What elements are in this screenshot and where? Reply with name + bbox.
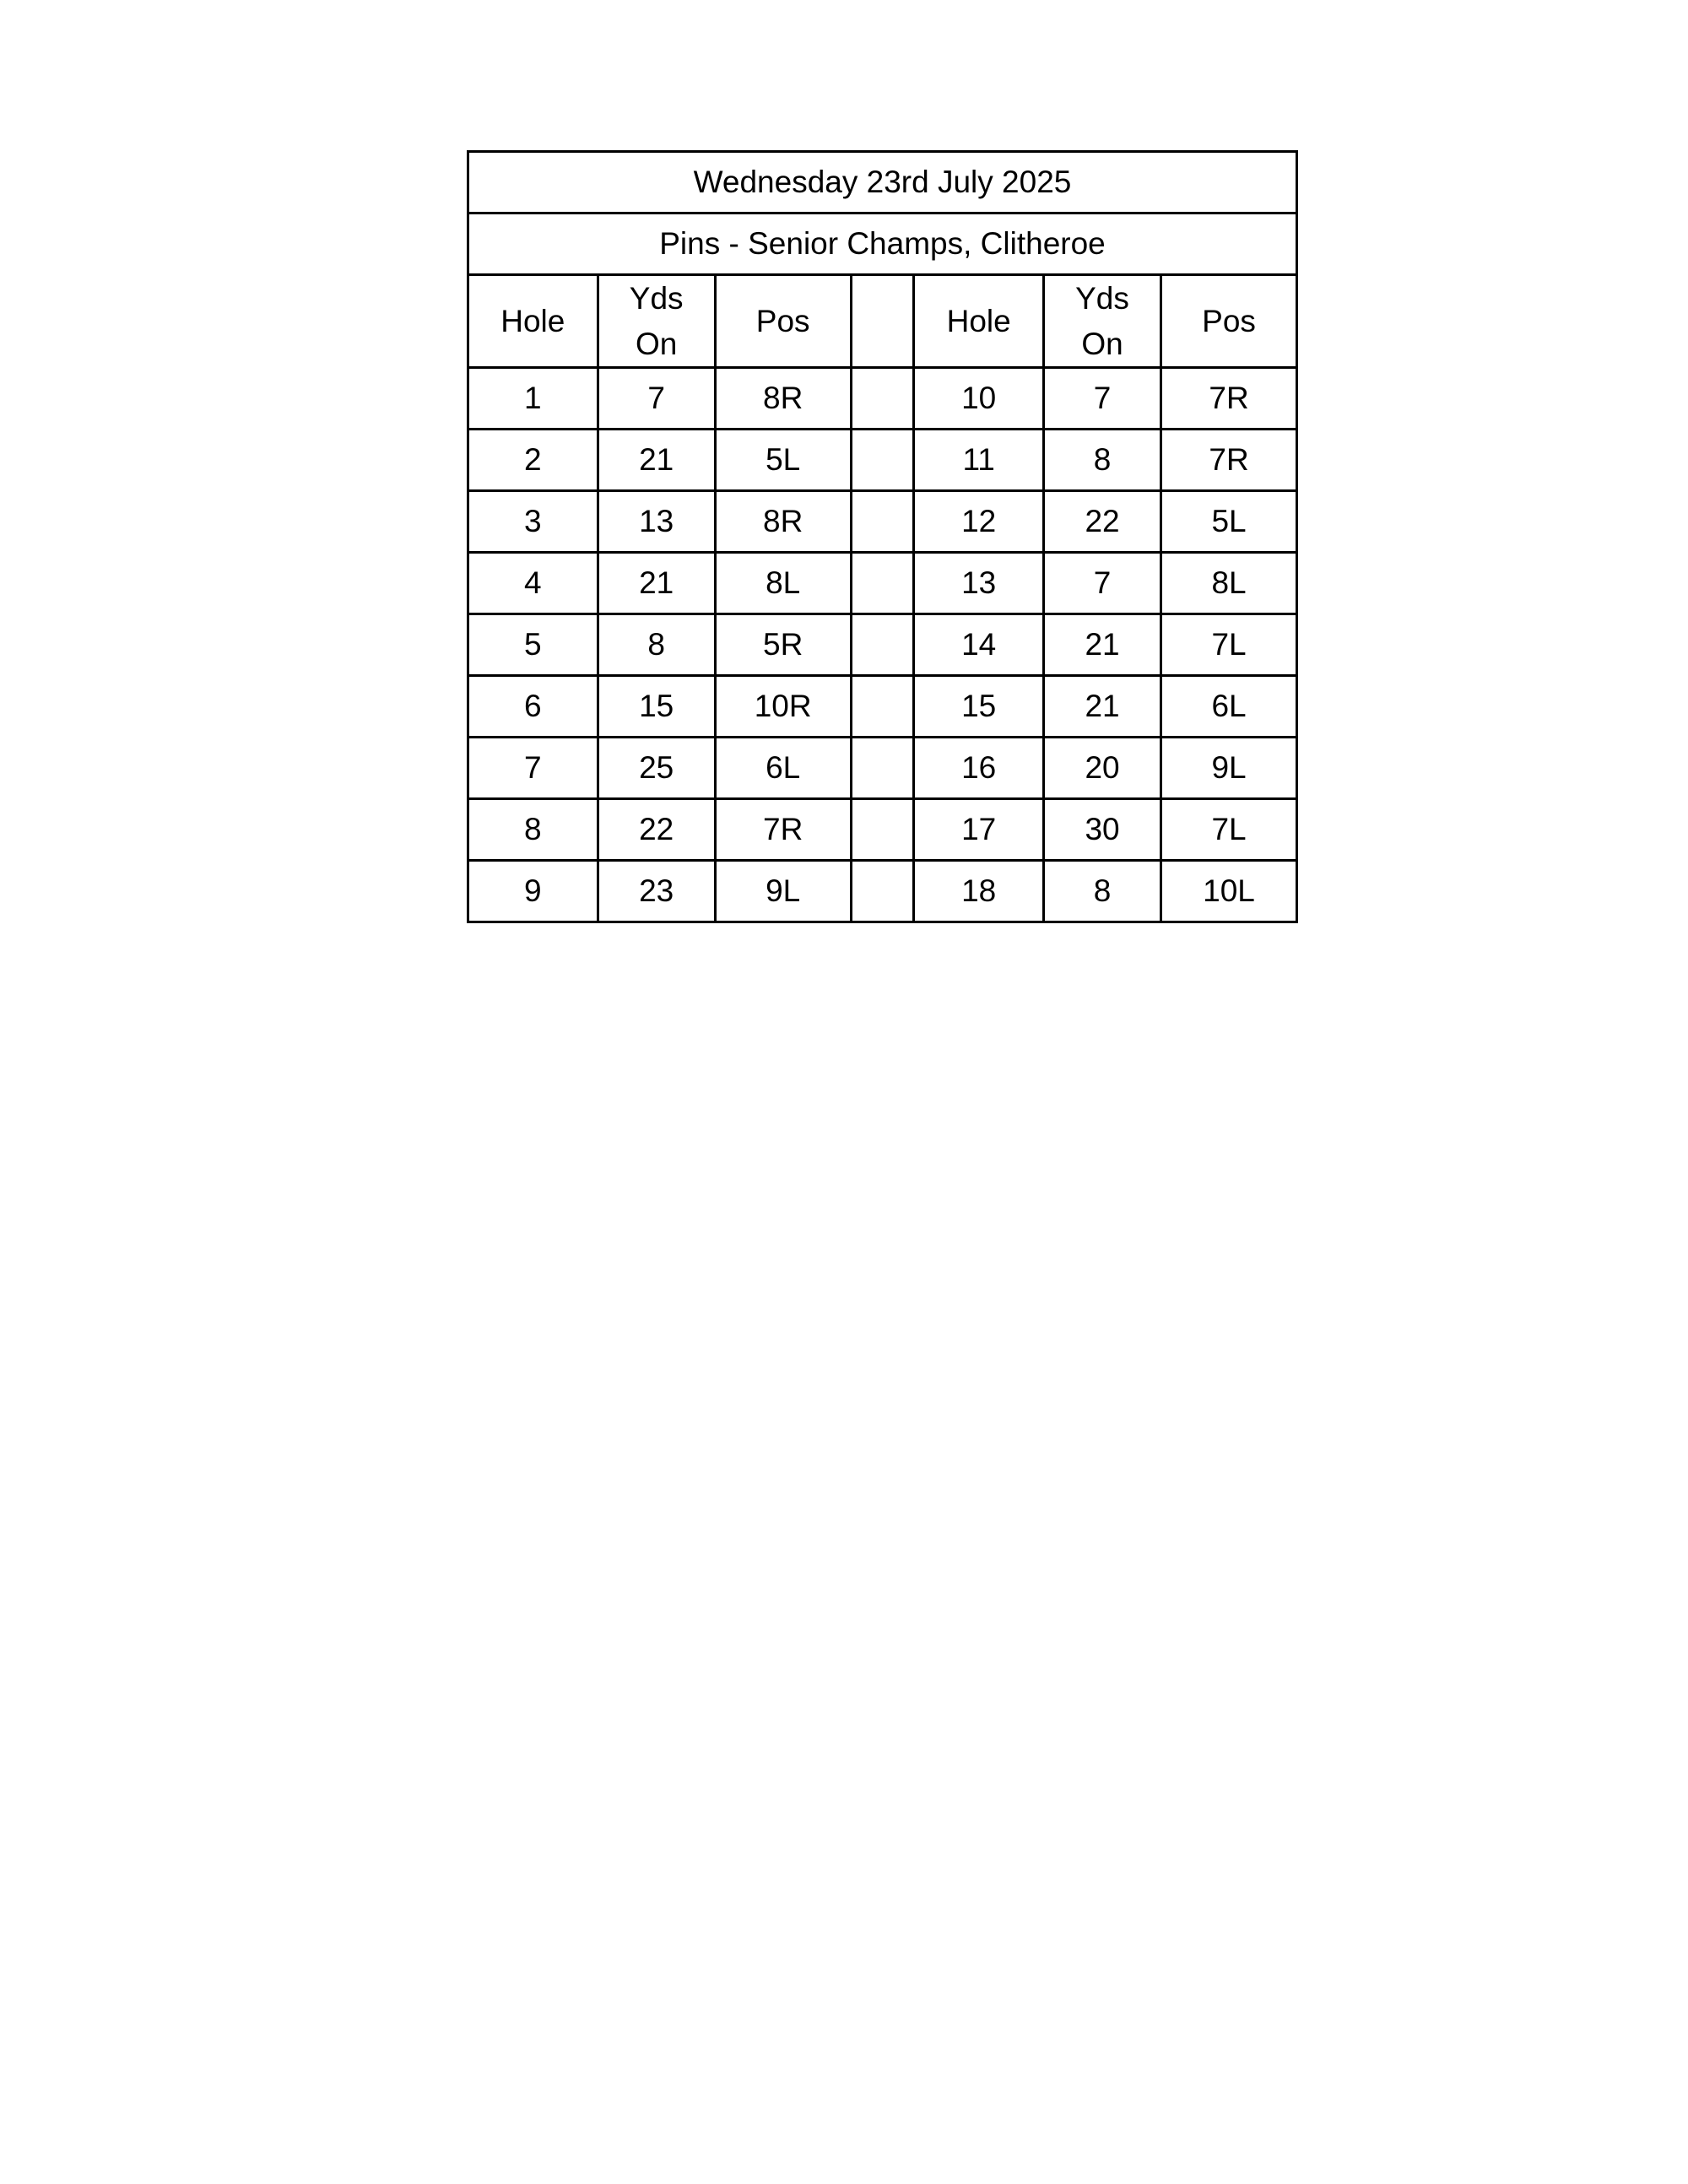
header-pos-back: Pos: [1161, 275, 1297, 368]
column-spacer: [851, 676, 914, 738]
table-row: [468, 614, 1297, 676]
header-yds-on-front: [598, 275, 715, 368]
column-spacer: [851, 491, 914, 553]
cell-pos: 6L: [715, 738, 851, 799]
cell-hole: 18: [914, 861, 1044, 922]
table-row: [468, 553, 1297, 614]
cell-yds-on: 20: [1043, 738, 1160, 799]
column-spacer: [851, 430, 914, 491]
header-yds-line2: On: [1081, 326, 1123, 361]
cell-pos: 9L: [715, 861, 851, 922]
cell-pos: 7R: [1161, 430, 1297, 491]
column-spacer: [851, 553, 914, 614]
cell-hole: 6: [468, 676, 598, 738]
cell-pos: 6L: [1161, 676, 1297, 738]
cell-pos: 8L: [1161, 553, 1297, 614]
cell-yds-on: 7: [598, 368, 715, 430]
cell-pos: 5L: [1161, 491, 1297, 553]
cell-yds-on: 8: [1043, 430, 1160, 491]
cell-yds-on: 22: [1043, 491, 1160, 553]
column-spacer: [851, 799, 914, 861]
cell-yds-on: 7: [1043, 368, 1160, 430]
cell-hole: 16: [914, 738, 1044, 799]
document-subtitle: Pins - Senior Champs, Clitheroe: [468, 214, 1297, 275]
cell-pos: 8R: [715, 491, 851, 553]
cell-yds-on: 13: [598, 491, 715, 553]
cell-pos: 8L: [715, 553, 851, 614]
cell-pos: 7R: [715, 799, 851, 861]
cell-yds-on: 25: [598, 738, 715, 799]
document-title: Wednesday 23rd July 2025: [468, 152, 1297, 214]
header-yds-line1: Yds: [629, 281, 684, 316]
table-row: [468, 491, 1297, 553]
table-row: [468, 861, 1297, 922]
cell-hole: 17: [914, 799, 1044, 861]
table-row: [468, 368, 1297, 430]
header-yds-line1: Yds: [1075, 281, 1129, 316]
cell-yds-on: 7: [1043, 553, 1160, 614]
cell-hole: 1: [468, 368, 598, 430]
column-spacer: [851, 738, 914, 799]
cell-pos: 10L: [1161, 861, 1297, 922]
cell-yds-on: 21: [598, 430, 715, 491]
header-yds-on-back: [1043, 275, 1160, 368]
cell-hole: 2: [468, 430, 598, 491]
cell-pos: 8R: [715, 368, 851, 430]
cell-pos: 7R: [1161, 368, 1297, 430]
table-row: [468, 676, 1297, 738]
cell-hole: 14: [914, 614, 1044, 676]
cell-pos: 9L: [1161, 738, 1297, 799]
pin-sheet-body: [468, 152, 1297, 922]
cell-yds-on: 8: [598, 614, 715, 676]
cell-hole: 11: [914, 430, 1044, 491]
cell-pos: 5R: [715, 614, 851, 676]
header-pos-front: Pos: [715, 275, 851, 368]
cell-hole: 15: [914, 676, 1044, 738]
header-hole-back: Hole: [914, 275, 1044, 368]
cell-hole: 8: [468, 799, 598, 861]
column-spacer: [851, 614, 914, 676]
cell-hole: 7: [468, 738, 598, 799]
cell-hole: 3: [468, 491, 598, 553]
pin-sheet-table: [467, 150, 1298, 923]
cell-yds-on: 21: [598, 553, 715, 614]
cell-hole: 10: [914, 368, 1044, 430]
column-spacer: [851, 275, 914, 368]
table-row: [468, 430, 1297, 491]
cell-yds-on: 21: [1043, 676, 1160, 738]
title-row: [468, 152, 1297, 214]
cell-hole: 4: [468, 553, 598, 614]
column-spacer: [851, 861, 914, 922]
cell-pos: 5L: [715, 430, 851, 491]
cell-hole: 12: [914, 491, 1044, 553]
cell-pos: 7L: [1161, 799, 1297, 861]
cell-hole: 9: [468, 861, 598, 922]
cell-hole: 5: [468, 614, 598, 676]
cell-pos: 10R: [715, 676, 851, 738]
cell-yds-on: 15: [598, 676, 715, 738]
header-row: [468, 275, 1297, 368]
cell-yds-on: 21: [1043, 614, 1160, 676]
subtitle-row: [468, 214, 1297, 275]
cell-pos: 7L: [1161, 614, 1297, 676]
cell-yds-on: 8: [1043, 861, 1160, 922]
cell-hole: 13: [914, 553, 1044, 614]
cell-yds-on: 23: [598, 861, 715, 922]
column-spacer: [851, 368, 914, 430]
cell-yds-on: 22: [598, 799, 715, 861]
table-row: [468, 799, 1297, 861]
header-hole-front: Hole: [468, 275, 598, 368]
header-yds-line2: On: [635, 326, 678, 361]
cell-yds-on: 30: [1043, 799, 1160, 861]
table-row: [468, 738, 1297, 799]
